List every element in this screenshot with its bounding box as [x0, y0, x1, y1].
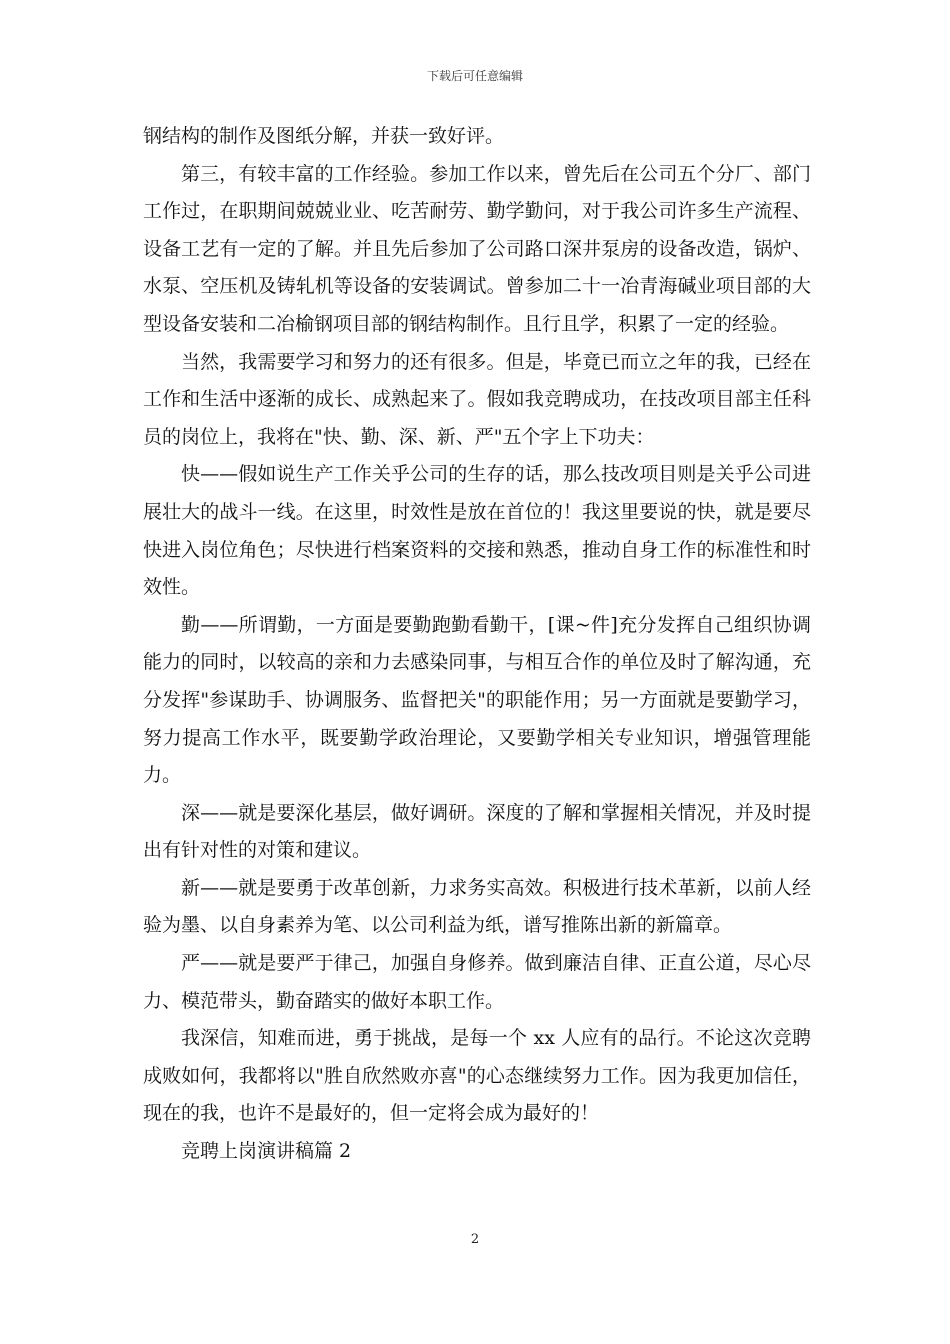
- paragraph-deep: 深——就是要深化基层，做好调研。深度的了解和掌握相关情况，并及时提出有针对性的对策和建议。: [143, 801, 811, 862]
- section-heading: 竞聘上岗演讲稿篇 2: [181, 1140, 352, 1163]
- paragraph-diligent: 勤——所谓勤，一方面是要勤跑勤看勤干，[课~件]充分发挥自己组织协调能力的同时，以较高的亲和力去感染同事，与相互合作的单位及时了解沟通，充分发挥"参谋助手、协调服务、监督把关"的职能作用；另一方面就是要勤学习，努力提高工作水平，既要勤学政治理论，又要勤学相关专业知识，增强管理能力。: [143, 613, 811, 787]
- document-body: [143, 118, 811, 1171]
- paragraph-conclusion: 我深信，知难而进，勇于挑战，是每一个 xx 人应有的品行。不论这次竞聘成败如何，我都将以"胜自欣然败亦喜"的心态继续努力工作。因为我更加信任，现在的我，也许不是最好的，但一定将会成为最好的！: [143, 1027, 811, 1125]
- paragraph-continuation: 钢结构的制作及图纸分解，并获一致好评。: [143, 125, 505, 147]
- paragraph-commitment: 当然，我需要学习和努力的还有很多。但是，毕竟已而立之年的我，已经在工作和生活中逐渐的成长、成熟起来了。假如我竞聘成功，在技改项目部主任科员的岗位上，我将在"快、勤、深、新、严"五个字上下功夫：: [143, 350, 811, 448]
- page-header: 下载后可任意编辑: [426, 69, 523, 83]
- paragraph-experience: 第三，有较丰富的工作经验。参加工作以来，曾先后在公司五个分厂、部门工作过，在职期间兢兢业业、吃苦耐劳、勤学勤问，对于我公司许多生产流程、设备工艺有一定的了解。并且先后参加了公司路口深井泵房的设备改造，锅炉、水泵、空压机及铸轧机等设备的安装调试。曾参加二十一冶青海碱业项目部的大型设备安装和二冶榆钢项目部的钢结构制作。且行且学，积累了一定的经验。: [143, 162, 811, 335]
- page-number: 2: [470, 1232, 480, 1247]
- paragraph-fast: 快——假如说生产工作关乎公司的生存的话，那么技改项目则是关乎公司进展壮大的战斗一线。在这里，时效性是放在首位的！我这里要说的快，就是要尽快进入岗位角色；尽快进行档案资料的交接和熟悉，推动自身工作的标准性和时效性。: [143, 463, 811, 599]
- paragraph-strict: 严——就是要严于律己，加强自身修养。做到廉洁自律、正直公道，尽心尽力、模范带头，勤奋踏实的做好本职工作。: [143, 952, 811, 1012]
- paragraph-new: 新——就是要勇于改革创新，力求务实高效。积极进行技术革新，以前人经验为墨、以自身素养为笔、以公司利益为纸，谱写推陈出新的新篇章。: [143, 876, 811, 937]
